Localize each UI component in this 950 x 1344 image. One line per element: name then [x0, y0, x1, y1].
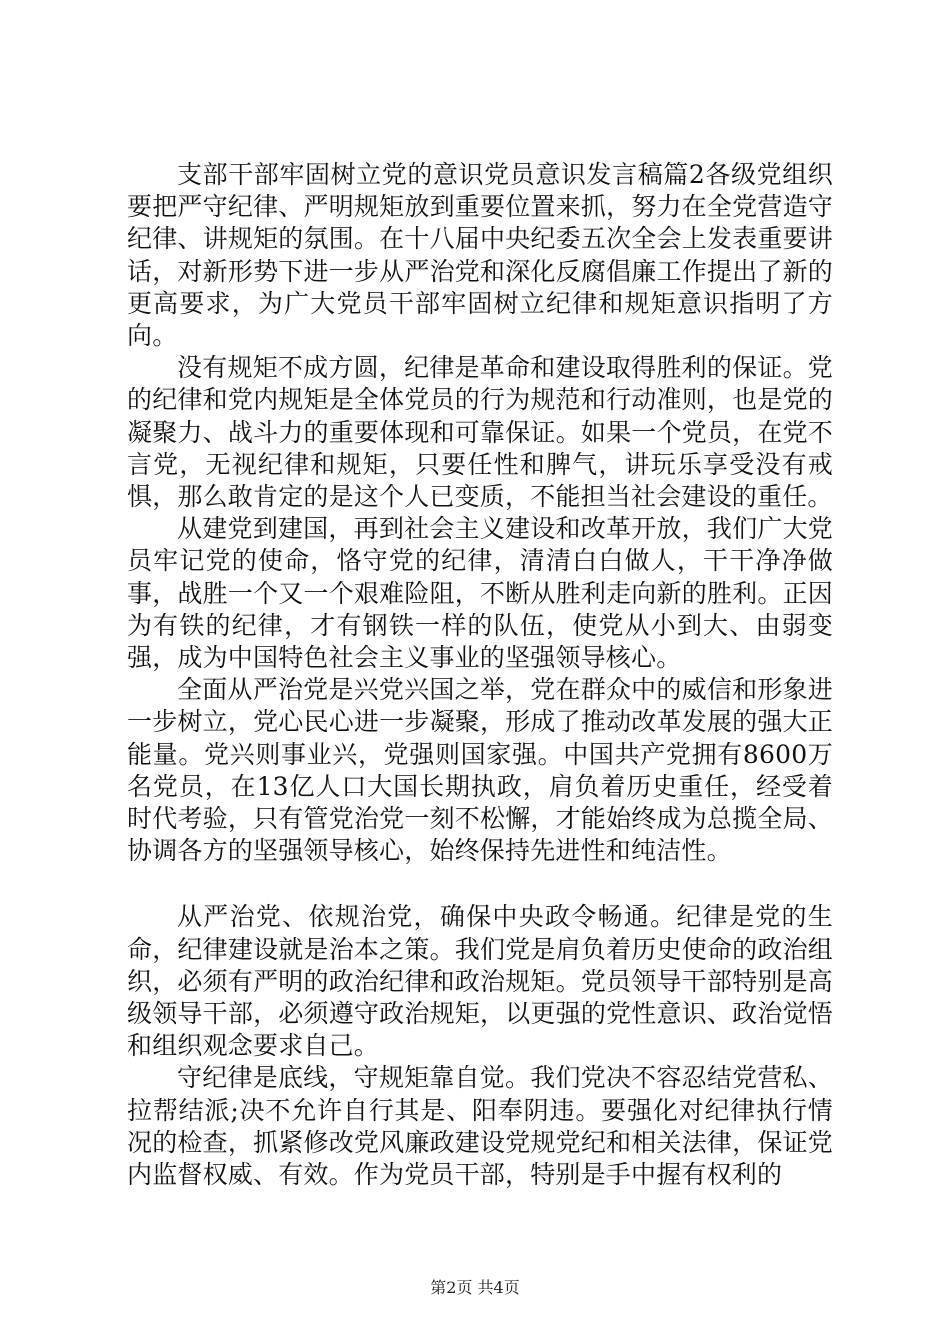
paragraph-2: 没有规矩不成方圆，纪律是革命和建设取得胜利的保证。党的纪律和党内规矩是全体党员的行为规范和行动准则，也是党的凝聚力、战斗力的重要体现和可靠保证。如果一个党员，在党不言党，无视纪律和规矩，只要任性和脾气，讲玩乐享受没有戒惧，那么敢肯定的是这个人已变质，不能担当社会建设的重任。: [127, 353, 833, 512]
paragraph-6: 守纪律是底线，守规矩靠自觉。我们党决不容忍结党营私、拉帮结派;决不允许自行其是、阳奉阴违。要强化对纪律执行情况的检查，抓紧修改党风廉政建设党规党纪和相关法律，保证党内监督权威、有效。作为党员干部，特别是手中握有权利的: [127, 1063, 833, 1190]
paragraph-3: 从建党到建国，再到社会主义建设和改革开放，我们广大党员牢记党的使命，恪守党的纪律，清清白白做人，干干净净做事，战胜一个又一个艰难险阻，不断从胜利走向新的胜利。正因为有铁的纪律，才有钢铁一样的队伍，使党从小到大、由弱变强，成为中国特色社会主义事业的坚强领导核心。: [127, 514, 833, 673]
paragraph-4: 全面从严治党是兴党兴国之举，党在群众中的威信和形象进一步树立，党心民心进一步凝聚，形成了推动改革发展的强大正能量。党兴则事业兴，党强则国家强。中国共产党拥有8600万名党员，在13亿人口大国长期执政，肩负着历史重任，经受着时代考验，只有管党治党一刻不松懈，才能始终成为总揽全局、协调各方的坚强领导核心，始终保持先进性和纯洁性。: [127, 675, 833, 866]
page-footer: 第2页 共4页: [430, 1278, 520, 1297]
paragraph-5: 从严治党、依规治党，确保中央政令畅通。纪律是党的生命，纪律建设就是治本之策。我们党是肩负着历史使命的政治组织，必须有严明的政治纪律和政治规矩。党员领导干部特别是高级领导干部，必须遵守政治规矩，以更强的党性意识、政治觉悟和组织观念要求自己。: [127, 902, 833, 1061]
document-body: [127, 159, 833, 1191]
paragraph-1: 支部干部牢固树立党的意识党员意识发言稿篇2各级党组织要把严守纪律、严明规矩放到重要位置来抓，努力在全党营造守纪律、讲规矩的氛围。在十八届中央纪委五次全会上发表重要讲话，对新形势下进一步从严治党和深化反腐倡廉工作提出了新的更高要求，为广大党员干部牢固树立纪律和规矩意识指明了方向。: [127, 160, 833, 351]
